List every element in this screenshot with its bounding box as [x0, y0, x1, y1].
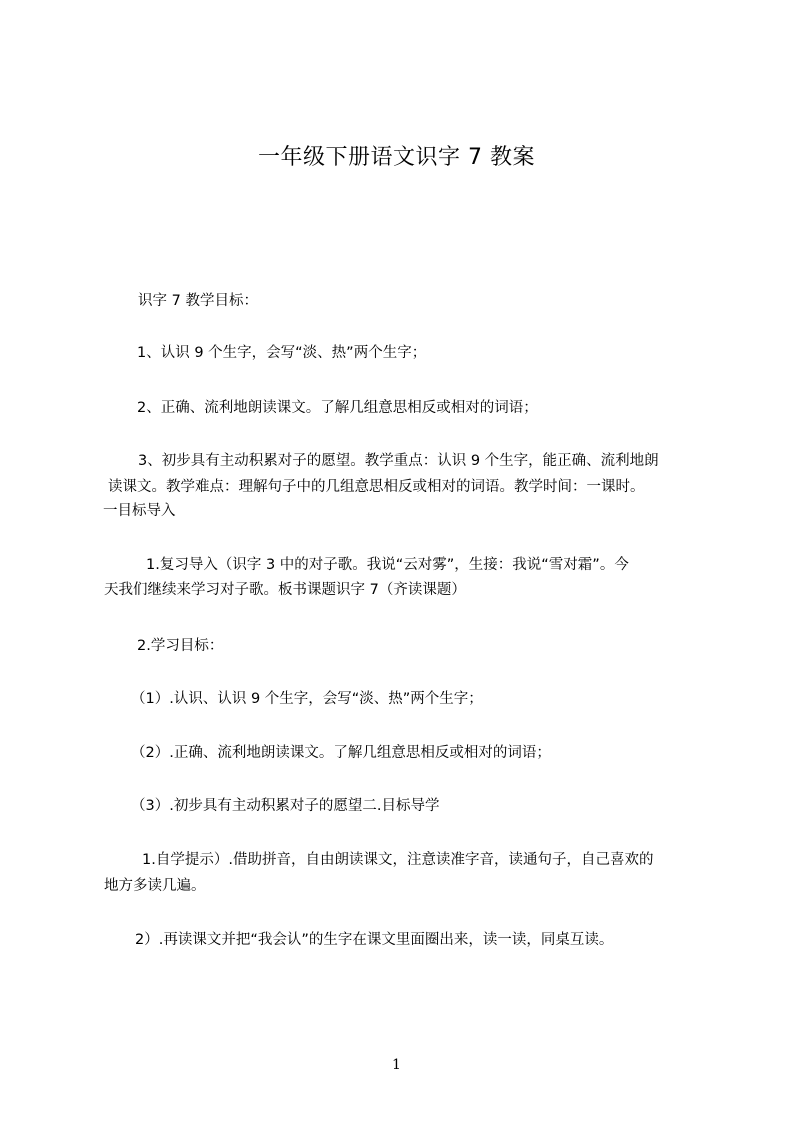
text-line: 天我们继续来学习对子歌。板书课题识字 7（齐读课题）	[104, 582, 466, 598]
paragraph-goal-2	[131, 743, 551, 764]
text-line: 1、认识 9 个生字，会写“淡、热”两个生字；	[137, 345, 427, 361]
text-line: （2）.正确、流利地朗读课文。了解几组意思相反或相对的词语；	[131, 745, 551, 761]
text-line: 2.学习目标：	[137, 638, 224, 654]
document-title: 一年级下册语文识字 7 教案	[258, 145, 535, 170]
paragraph-self-study-cont	[104, 876, 206, 897]
paragraph-objectives-heading	[138, 291, 258, 312]
text-line: 地方多读几遍。	[104, 878, 206, 894]
paragraph-goal-3	[131, 796, 439, 817]
paragraph-objective-3	[138, 451, 659, 472]
page-number: 1	[392, 1057, 401, 1073]
text-line: 3、初步具有主动积累对子的愿望。教学重点：认识 9 个生字，能正确、流利地朗	[138, 453, 659, 469]
paragraph-objective-3-cont	[108, 477, 645, 498]
text-line: 2、正确、流利地朗读课文。了解几组意思相反或相对的词语；	[137, 400, 538, 416]
paragraph-reread	[135, 930, 613, 951]
text-line: 1.自学提示）.借助拼音，自由朗读课文，注意读准字音，读通句子，自己喜欢的	[142, 852, 654, 868]
paragraph-goal-1	[131, 689, 483, 710]
text-line: （1）.认识、认识 9 个生字，会写“淡、热”两个生字；	[131, 691, 483, 707]
paragraph-objective-1	[137, 343, 426, 364]
paragraph-learning-goals	[137, 636, 223, 657]
text-line: 1.复习导入（识字 3 中的对子歌。我说“云对雾”，生接：我说“雪对霜”。今	[146, 557, 629, 573]
text-line: 2）.再读课文并把“我会认”的生字在课文里面圈出来，读一读，同桌互读。	[135, 932, 614, 948]
text-line: 识字 7 教学目标：	[138, 293, 258, 309]
text-line: 读课文。教学难点：理解句子中的几组意思相反或相对的词语。教学时间：一课时。	[108, 479, 645, 495]
paragraph-objective-2	[137, 398, 538, 419]
paragraph-review-intro	[146, 555, 629, 576]
paragraph-self-study	[142, 850, 653, 871]
section-heading-goal-intro	[103, 501, 176, 522]
text-line: 一目标导入	[103, 503, 176, 519]
paragraph-review-intro-cont	[104, 580, 466, 601]
text-line: （3）.初步具有主动积累对子的愿望二.目标导学	[131, 798, 440, 814]
